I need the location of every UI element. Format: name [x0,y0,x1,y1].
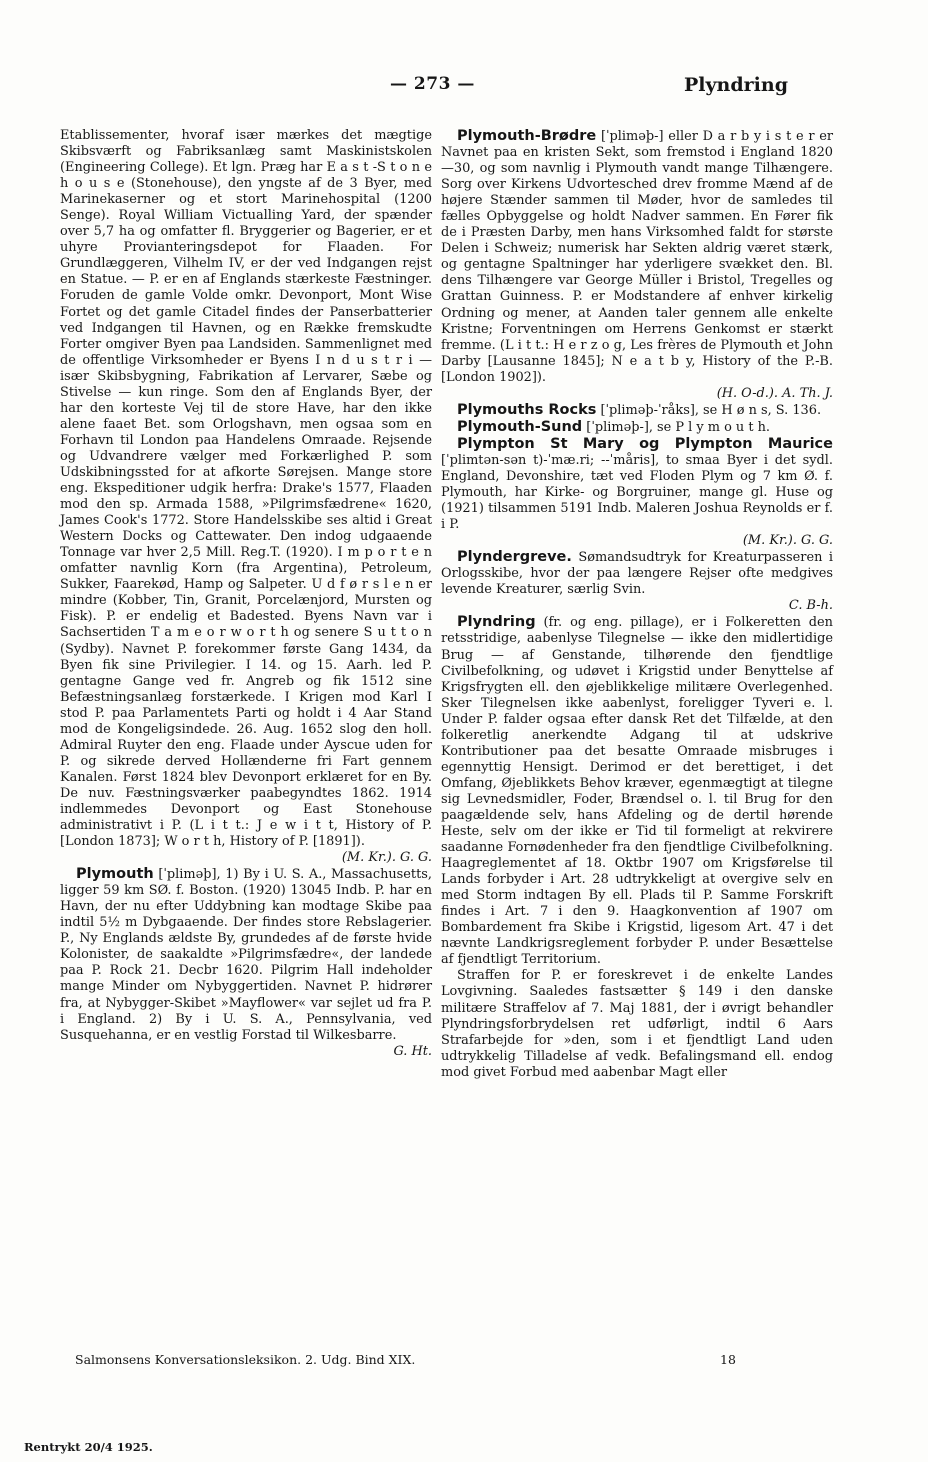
entry-text: (fr. og eng. pillage), er i Folkeretten den retsstridige, aabenlyse Tilegnelse — ikke den midlertidige Brug — af Genstande, tilhørende den fjendtlige Civilbefolkning, og udøvet i Krigstid under Benyttelse af Krigsfrygten ell. den øjeblikkelige militære Overlegenhed. Sker Tilegnelsen ikke aabenlyst, foreligger Tyveri e. l. Under P. falder ogsaa efter dansk Ret det Tilfælde, at den folkeretlig anerkendte Adgang til at udskrive Kontributioner paa det besatte Omraade misbruges i egennyttig Hensigt. Derimod er det berettiget, i det Omfang, Øjeblikkets Behov kræver, egenmægtigt at tilegne sig Levnedsmidler, Foder, Brændsel o. l. til Brug for den paagældende selv, hans Afdeling og de dertil hørende Heste, selv om der ikke er Tid til formeligt at rekvirere saadanne Fornødenheder fra den fjendtlige Civilbefolkning. Haagreglementet af 18. Oktbr 1907 om Krigsførelse til Lands forbyder i Art. 28 udtrykkeligt at overgive selv en med Storm indtagen By ell. Plads til P. Samme Forskrift findes i Art. 7 i den 9. Haagkonvention af 1907 om Bombardement fra Skibe i Krigstid, ligesom Art. 47 i det nævnte Landkrigsreglement forbyder P. under Besættelse af fjendtligt Territorium. [441,615,833,968]
entry-plymouth [60,866,432,1044]
entry-plyndring-continued: Straffen for P. er foreskrevet i de enkelte Landes Lovgivning. Saaledes fastsætter § 149 i den danske militære Straffelov af 7. Maj 1881, der i øvrigt behandler Plyndringsforbrydelsen ret udførligt, indtil 6 Aars Strafarbejde for »den, som i et fjendtligt Land uden udtrykkelig Tilladelse af vedk. Befalingsmand ell. endog mod givet Forbud med aabenbar Magt eller [441,968,833,1080]
entry-text: [ˈplimǝþ], 1) By i U. S. A., Massachusetts, ligger 59 km SØ. f. Boston. (1920) 13045 Indb. P. har en Havn, der nu efter Uddybning kan modtage Skibe paa indtil 5½ m Dybgaaende. Der findes store Rebslagerier. P., Ny Englands ældste By, grundedes af de første hvide Kolonister, de saakaldte »Pilgrimsfædre«, der landede paa P. Rock 21. Decbr 1620. Pilgrim Hall indeholder mange Minder om Nybyggertiden. Navnet P. hidrører fra, at Nybygger-Skibet »Mayflower« var sejlet ud fra P. i England. 2) By i U. S. A., Pennsylvania, ved Susquehanna, er en vestlig Forstad til Wilkesbarre. [60,867,432,1043]
lemma-plymouths-rocks: Plymouths Rocks [457,401,597,418]
lemma-plymouth-brodre: Plymouth-Brødre [457,128,597,144]
author-signature: G. Ht. [393,1043,432,1059]
page-header [0,74,928,102]
right-column [441,128,833,1081]
author-signature: (M. Kr.). G. G. [341,850,432,866]
author-signature: (M. Kr.). G. G. [742,533,833,549]
signature-mark: 18 [720,1352,736,1367]
entry-plympton [441,436,833,533]
entry-plymouths-rocks [441,402,833,419]
entry-plyndergreve [441,549,833,598]
lemma-plympton: Plympton St Mary og Plympton Maurice [457,435,833,452]
reprint-note: Rentrykt 20/4 1925. [24,1440,153,1454]
lemma-plyndergreve: Plyndergreve. [457,549,572,566]
lemma-plymouth: Plymouth [76,866,154,883]
entry-text: [ˈplimǝþ-ˈråks], se H ø n s, S. 136. [596,402,822,418]
entry-text: Sømandsudtryk for Kreaturpasseren i Orlogsskibe, hvor der paa længere Rejser ofte medgives levende Kreaturer, særlig Svin. [441,550,833,598]
entry-text: [ˈplimtǝn-sǝn t)-ˈmæ.ri; --ˈmåris], to smaa Byer i det sydl. England, Devonshire, tæt ved Floden Plym og 7 km Ø. f. Plymouth, har Kirke- og Borgruiner, mange gl. Huse og (1921) tilsammen 5191 Indb. Maleren Joshua Reynolds er f. i P. [441,452,833,533]
entry-continuation-text: Etablissementer, hvoraf især mærkes det mægtige Skibsværft og Fabriksanlæg samt Maskinistskolen (Engineering College). Et lgn. Præg har E a s t -S t o n e h o u s e (Stonehouse), den yngste af de 3 Byer, med Marinekaserner og et stort Marinehospital (1200 Senge). Royal William Victualling Yard, der spænder over 5,7 ha og omfatter fl. Bryggerier og Bagerier, er et uhyre Provianteringsdepot for Flaaden. For Grundlæggeren, Vilhelm IV, er der ved Indgangen rejst en Statue. — P. er en af Englands stærkeste Fæstninger. Foruden de gamle Volde omkr. Devonport, Mont Wise Fortet og det gamle Citadel findes der Panserbatterier ved Indgangen til Havnen, og en Række fremskudte Forter omgiver Byen paa Landsiden. Sammenlignet med de offentlige Virksomheder er Byens I n d u s t r i — især Skibsbygning, Fabrikation af Lervarer, Sæbe og Stivelse — kun ringe. Som den af Englands Byer, der har den korteste Vej til de store Have, har den ikke alene faaet Bet. som Orlogshavn, men ogsaa som en Forhavn til London paa Handelens Omraade. Rejsende og Udvandrere vælger med Forkærlighed P. som Udskibningssted for at afkorte Sørejsen. Mange store eng. Ekspeditioner udgik herfra: Drake's 1577, Flaaden mod den sp. Armada 1588, »Pilgrimsfædrene« 1620, James Cook's 1772. Store Handelsskibe ses altid i Great Western Docks og Cattewater. Den indog udgaaende Tonnage var hver 2,5 Mill. Reg.T. (1920). I m p o r t e n omfatter navnlig Korn (fra Argentina), Petroleum, Sukker, Faarekød, Hamp og Salpeter. U d f ø r s l e n er mindre (Kobber, Tin, Granit, Porcelænjord, Mursten og Fisk). P. er endelig et Badested. Byens Navn var i Sachsertiden T a m e o r w o r t h og senere S u t t o n (Sydby). Navnet P. forekommer første Gang 1434, da Byen fik sine Privilegier. I 14. og 15. Aarh. led P. gentagne Gange ved fr. Angreb og fik 1512 sine Befæstningsanlæg forstærkede. I Krigen mod Karl I stod P. paa Parlamentets Parti og holdt i 4 Aar Stand mod de Kongeligsindede. 26. Aug. 1652 slog den holl. Admiral Ruyter den eng. Flaade under Ayscue uden for P. og sikrede derved Hollænderne fri Fart gennem Kanalen. Først 1824 blev Devonport erklæret for en By. De nuv. Fæstningsværker paabegyndtes 1862. 1914 indlemmedes Devonport og East Stonehouse administrativt i P. (L i t t.: J e w i t t, History of P. [London 1873]; W o r t h, History of P. [1891]). [60,128,432,850]
running-head: Plyndring [684,74,788,96]
page-number: — 273 — [390,74,475,94]
entry-plyndring [441,614,833,968]
left-column [60,128,432,1060]
lemma-plyndring: Plyndring [457,614,536,631]
entry-plymouth-brodre [441,128,833,386]
entry-text: [ˈplimǝþ-] eller D a r b y i s t e r er Navnet paa en kristen Sekt, som fremstod i England 1820—30, og som navnlig i Plymouth vandt mange Tilhængere. Sorg over Kirkens Udvortesched drev fromme Mænd af de højere Stænder sammen til Møder, hvor de samledes til fælles Opbyggelse og holdt Nadver sammen. En Fører fik de i Præsten Darby, men hans Virksomhed faldt for største Delen i Schweiz; numerisk har Sekten aldrig været stærk, og gentagne Spaltninger har yderligere svækket den. Bl. dens Tilhængere var George Müller i Bristol, Tregelles og Grattan Guinness. P. er Modstandere af enhver kirkelig Ordning og mener, at Aanden taler gennem alle enkelte Kristne; Forventningen om Herrens Genkomst er stærkt fremme. (L i t t.: H e r z o g, Les frères de Plymouth et John Darby [Lausanne 1845]; N e a t b y, History of the P.-B. [London 1902]). [441,129,833,385]
author-signature: C. B-h. [788,598,833,614]
lemma-plymouth-sund: Plymouth-Sund [457,418,583,435]
author-signature: (H. O-d.). A. Th. J. [716,385,833,401]
entry-text: [ˈplimǝþ-], se P l y m o u t h. [582,419,771,435]
entry-plymouth-sund [441,419,833,436]
publication-footer: Salmonsens Konversationsleksikon. 2. Udg. Bind XIX. [75,1352,416,1367]
